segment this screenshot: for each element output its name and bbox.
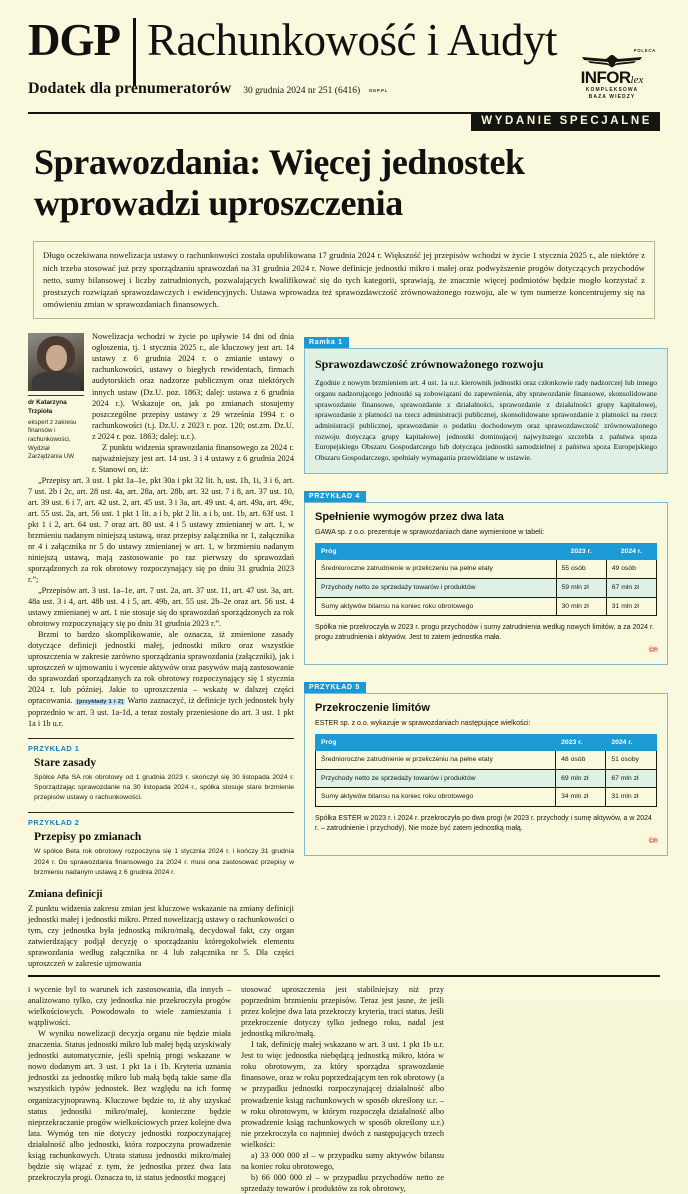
special-edition-badge: WYDANIE SPECJALNE	[471, 114, 660, 131]
infor-tagline-line2: BAZA WIEDZY	[588, 94, 636, 101]
author-name: dr Katarzyna Trzpioła	[28, 399, 67, 415]
table-cell: 31 mln zł	[606, 597, 656, 616]
dgp-brand-logo[interactable]: DGP	[28, 15, 120, 65]
left-column	[28, 331, 294, 969]
table-cell: 69 mln zł	[556, 769, 606, 788]
main-content-area	[28, 331, 660, 969]
bottom-column-2	[241, 984, 444, 1194]
masthead-bottom-rule-wrap	[28, 112, 660, 128]
table-cell: 67 mln zł	[606, 769, 657, 788]
paragraph: Nowelizacja wchodzi w życie po upływie 14 dni od dnia ogłoszenia, tj. 1 stycznia 2025 r., ale kluczowy jest art. 14 ustawy z 6 grudnia 2024 r. o zmianie ustawy o rachunkowości, ustawy o biegłych rewidentach, firmach audytorskich oraz nadzorze publicznym oraz niektórych innych ustaw (Dz.U. poz. 1863; dalej: ustawa z 6 grudnia 2024 r.). Wskazuje on, jak po zmianach stosujemy poszczególne przepisy ustawy z 29 września 1994 r. o rachunkowości (t.j. Dz.U. z 2023 r. poz. 120; ost.zm. Dz.U. z 2024 r. poz. 1863; dalej: u.r.).	[92, 332, 294, 441]
example-2-label: PRZYKŁAD 2	[28, 818, 80, 828]
paragraph: Z punktu widzenia sprawozdania finansowego za 2024 r. najważniejszy jest art. 14 ust. 3 i 4 ustawy z 6 grudnia 2024 r. Stanowi on, iż:	[92, 442, 294, 474]
paragraph: stosować uproszczenia jest stabilniejszy niż przy poprzednim brzmieniu przepisów. Teraz jest jasne, że jeśli przez kolejne dwa lata przekroczy kryteria, traci status. Jeśli przekroczenie dotyczy tylko jednego roku, nadal jest jednostką mikro/małą.	[241, 985, 444, 1039]
table-cell: 55 osób	[556, 560, 606, 579]
paragraph: „Przepisów art. 3 ust. 1a–1e, art. 7 ust. 2a, art. 37 ust. 11, art. 47 ust. 3a, art. 48a ust. 3 i 4, art. 48b ust. 4 i 5, art. 49b, art. 55 ust. 2b–2e oraz art. 56 ust. 4 ustawy zmienianej w art. 1 nie stosuje się do sprawozdań sporządzonych za rok obrotowy rozpoczynający się po dniu 31 grudnia 2023 r.”.	[28, 586, 294, 629]
ramka-1-title: Sprawozdawczość zrównoważonego rozwoju	[315, 357, 544, 372]
table-cell: 48 osób	[556, 751, 606, 770]
example-5-panel	[304, 676, 668, 856]
example-5-intro: ESTER sp. z o.o. wykazuje w sprawozdaniach następujące wielkości:	[315, 720, 531, 728]
bottom-section-rule	[28, 975, 660, 977]
copyright-mark: ©℗	[648, 838, 657, 846]
example-2-block	[28, 812, 294, 878]
infor-tagline-line1: KOMPLEKSOWA	[585, 87, 639, 93]
lead-paragraph: Długo oczekiwana nowelizacja ustawy o rachunkowości została opublikowana 17 grudnia 2024 r. Większość jej przepisów wchodzi w życie 1 stycznia 2025 r., ale niektóre z nich trzeba stosować już przy sporządzaniu sprawozdań na 31 grudnia 2024 r. Nowe definicje jednostki mikro i małej oraz podwyższenie progów dotyczących przychodów netto, sumy bilansowej i liczby zatrudnionych, pozwalających kwalifikować się do tych kategorii, sprawiają, że znacznie więcej podmiotów będzie mogło korzystać z prostszych rozwiązań sprawozdawczych i ewidencyjnych. Ustawa wprowadza też sprawozdawczość zrównoważonego rozwoju, ale w tym numerze koncentrujemy się na omówieniu zmian w sprawozdaniach finansowych.	[33, 241, 655, 319]
example-1-body: Spółce Alfa SA rok obrotowy od 1 grudnia 2023 r. skończył się 30 listopada 2024 r. Sporządzając sprawozdanie na 30 listopada 2024 r., spółka stosuje stare brzmienie przepisów ustawy o rachunkowości.	[34, 773, 294, 802]
paragraph	[28, 629, 294, 729]
table-header-cell: 2024 r.	[606, 735, 657, 751]
infor-word-lex: lex	[630, 74, 644, 86]
table-row	[316, 769, 657, 788]
issue-site-tag: DGP.PL	[369, 88, 388, 93]
table-cell: 49 osób	[606, 560, 656, 579]
copyright-mark: ©℗	[648, 647, 657, 655]
infor-recommends-label: POLECA	[633, 48, 656, 53]
paragraph: Z punktu widzenia zakresu zmian jest kluczowe wskazanie na zmiany definicji jednostki małej i jednostki mikro. Przed nowelizacją ustawy o rachunkowości o tym, czy jednostka była jednostką mikro/małą, decydował fakt, czy organ zatwierdzający podjął decyzję o sporządzaniu któregokolwiek elementu sprawozdania według załącznika nr 4 lub załącznika nr 5. Dla części uproszczeń w zakresie ujmowania	[28, 904, 294, 969]
table-cell: Sumy aktywów bilansu na koniec roku obrotowego	[316, 788, 556, 807]
paragraph: „Przepisy art. 3 ust. 1 pkt 1a–1e, pkt 30a i pkt 32 lit. h, ust. 1h, 1i, 3 i 6, art. 7 ust. 2b i 2c, art. 28 ust. 4a, art. 28a, art. 28b, art. 32 ust. 7 i 8, art. 37 ust. 10, art. 39 ust. 6 i 7, art. 42 ust. 2, art. 45 ust. 3 i 3a, art. 49 ust. 4, art. 49a, art. 49c, art. 55 ust. 2a, art. 56 ust. 1 pkt 1 lit. a i b, pkt 2 lit. a i b, ust. 1b, art. 63f ust. 1 pkt 1 i 2, art. 64 ust. 7 oraz art. 80 ust. 4 i 5 ustawy zmienianej w art. 1, w brzmieniu nadanym niniejszą ustawą, oraz przepisy załącznika nr 1, załącznika nr 4 i załącznika nr 5 do ustawy zmienianej w art. 1, w brzmieniu nadanym niniejszą ustawą, mają zastosowanie po raz pierwszy do sprawozdań sporządzonych za rok obrotowy rozpoczynający się po dniu 31 grudnia 2023 r.”;	[28, 475, 294, 585]
example-1-block	[28, 738, 294, 804]
example-5-box	[304, 693, 668, 856]
section-body-zmiana-definicji	[28, 903, 294, 969]
example-4-box	[304, 502, 668, 665]
author-divider	[28, 395, 84, 462]
example-4-table	[315, 543, 657, 616]
table-cell: Sumy aktywów bilansu na koniec roku obrotowego	[316, 597, 557, 616]
infor-logo-block[interactable]	[564, 48, 660, 102]
example-1-label: PRZYKŁAD 1	[28, 743, 80, 753]
author-avatar	[28, 333, 84, 391]
example-5-label: PRZYKŁAD 5	[304, 682, 366, 693]
table-cell: Średnioroczne zatrudnienie w przeliczeniu na pełne etaty	[316, 751, 556, 770]
bottom-column-1	[28, 984, 231, 1194]
table-cell: 51 osoby	[606, 751, 657, 770]
table-cell: 31 mln zł	[606, 788, 657, 807]
table-cell: Przychody netto ze sprzedaży towarów i produktów	[316, 769, 556, 788]
example-4-intro: GAWA sp. z o.o. prezentuje w sprawozdaniach dane wymienione w tabeli:	[315, 529, 545, 537]
subscriber-label: Dodatek dla prenumeratorów	[28, 80, 232, 97]
example-2-title: Przepisy po zmianach	[34, 831, 142, 844]
table-cell: 34 mln zł	[556, 788, 606, 807]
example-4-panel	[304, 485, 668, 665]
table-header-cell: Próg	[316, 544, 557, 560]
paragraph-text: Brzmi to bardzo skomplikowanie, ale oznacza, iż zmienione zasady dotyczące definicji jednostki małej, jednostki mikro oraz wszystkie uproszczenia w zakresie zarówno sporządzania sprawozdania (załączniki), jak i uproszczeń w ujmowaniu i wycenie aktywów oraz pasywów mają zastosowanie do sprawozdań sporządzanych za rok obrotowy rozpoczynający się 1 stycznia 2024 r. lub później. Jakie to uproszczenia – wskażę w dalszej części opracowania.	[28, 630, 294, 706]
paragraph: W wyniku nowelizacji decyzja organu nie będzie miała znaczenia. Status jednostki mikro lub małej będą uzyskiwały jednostki automatycznie, jeśli spełnią progi wskazane w nowo dodanym art. 3 ust. 1 pkt 1a i 1b. Kryteria uznania jednostki za jednostkę mikro lub małą będą takie same dla wszystkich typów jednostek. Bez względu na ich formę organizacyjnoprawną. Kluczowe będzie to, iż aby uzyskać status jednostki mikro/małej, konieczne będzie nieprzekraczanie progów wielkościowych przez kolejne dwa lata. Wymóg ten nie dotyczy jednostki rozpoczynającej działalność albo jednostki, która rozpoczyna prowadzenie ksiąg rachunkowych. Utrata statusu jednostki mikro/małej będzie się wiązać z tym, że jednostka przez dwa lata przekroczyła progi. Oznacza to, iż status jednostki mogącej	[28, 1029, 231, 1182]
example-4-title: Spełnienie wymogów przez dwa lata	[315, 511, 504, 524]
infor-tagline	[564, 87, 660, 102]
example-5-table	[315, 734, 657, 807]
example-2-body: W spółce Beta rok obrotowy rozpoczyna się 1 stycznia 2024 r. i kończy 31 grudnia 2024 r. Do sprawozdania finansowego za 2024 r. musi ona zastosować przepisy w brzmieniu nadanym ustawą z 6 grudnia 2024 r.	[34, 848, 294, 876]
table-cell: 30 mln zł	[556, 597, 606, 616]
table-header-cell: 2023 r.	[556, 735, 606, 751]
paragraph-text-after-ref: Warto zaznaczyć, iż definicje tych jednostek były poprzednio w art. 3 ust. 1a-1d, a teraz zostały przeniesione do art. 3 ust. 1 pkt 1a i 1b u.r.	[28, 696, 294, 728]
supplement-title: Rachunkowość i Audyt	[147, 15, 557, 65]
table-cell: 59 mln zł	[556, 579, 606, 598]
masthead-subline	[28, 80, 388, 98]
ramka-1-box	[304, 348, 668, 474]
ramka-1-body: Zgodnie z nowym brzmieniem art. 4 ust. 1a u.r. kierownik jednostki oraz członkowie rady nadzorczej lub innego organu nadzorującego jednostki są zobowiązani do zapewnienia, aby sprawozdanie finansowe, skonsolidowane sprawozdanie finansowe, sprawozdanie z działalności, sprawozdanie z działalności grupy kapitałowej, sprawozdanie z płatności na rzecz administracji publicznej, skonsolidowane sprawozdanie z płatności na rzecz administracji publicznej, sprawozdanie o podatku dochodowym oraz sprawozdawczość zrównoważonego rozwoju dotycząca grupy kapitałowej jednostki dominującej najwyższego szczebla z państwa spoza Europejskiego Obszaru Gospodarczego lub dotycząca jednostki samodzielnej z państwa spoza Europejskiego Obszaru Gospodarczego, spełniały wymagania przewidziane w ustawie.	[315, 378, 657, 462]
infor-wordmark	[564, 69, 660, 86]
example-4-label: PRZYKŁAD 4	[304, 491, 366, 502]
table-header-cell: 2023 r.	[556, 544, 606, 560]
table-cell: 67 mln zł	[606, 579, 656, 598]
ramka-1-panel	[304, 331, 668, 474]
right-column	[304, 331, 668, 969]
table-cell: Przychody netto ze sprzedaży towarów i produktów	[316, 579, 557, 598]
paragraph: a) 33 000 000 zł – w przypadku sumy aktywów bilansu na koniec roku obrotowego,	[241, 1150, 444, 1171]
table-row	[316, 579, 657, 598]
table-row	[316, 788, 657, 807]
table-row	[316, 751, 657, 770]
table-row	[316, 597, 657, 616]
example-5-title: Przekroczenie limitów	[315, 702, 430, 715]
masthead-divider	[133, 18, 136, 86]
paragraph: b) 66 000 000 zł – w przypadku przychodów netto ze sprzedaży towarów i produktów za rok obrotowy,	[241, 1172, 444, 1193]
author-description: ekspert z zakresu finansów i rachunkowości, Wydział Zarządzania UW	[28, 418, 77, 461]
section-heading-zmiana-definicji: Zmiana definicji	[28, 889, 103, 901]
avatar-body-shape	[32, 371, 80, 391]
table-header-row	[316, 735, 657, 751]
issue-line: 30 grudnia 2024 nr 251 (6416)	[243, 86, 361, 96]
table-row	[316, 560, 657, 579]
bottom-columns	[28, 984, 660, 1194]
table-header-cell: Próg	[316, 735, 556, 751]
page-title: Sprawozdania: Więcej jednostek wprowadzi uproszczenia	[34, 142, 525, 223]
paragraph: i wycenie byl to warunek ich zastosowania, dla innych – analizowano tylko, czy jednostka nie przekroczyła progów wielkościowych. Powodowało to wiele zamieszania i wątpliwości.	[28, 985, 231, 1028]
ramka-1-label: Ramka 1	[304, 337, 349, 348]
table-header-cell: 2024 r.	[606, 544, 656, 560]
infor-eagle-icon	[564, 54, 660, 68]
table-cell: Średnioroczne zatrudnienie w przeliczeniu na pełne etaty	[316, 560, 557, 579]
infor-word-main: INFOR	[580, 68, 631, 87]
table-header-row	[316, 544, 657, 560]
example-1-title: Stare zasady	[34, 756, 97, 769]
paragraph: I tak, definicję małej wskazano w art. 3 ust. 1 pkt 1b u.r. Jest to więc jednostka niebędącą jednostką mikro, która w roku obrotowym, za który sporządza sprawozdanie finansowe, oraz w roku poprzedzającym ten rok obrotowy (a w przypadku jednostki rozpoczynającej działalność albo prowadzenie ksiąg rachunkowych w sposób określony u.r. – w roku obrotowym, w którym rozpoczęła działalność albo prowadzenie ksiąg rachunkowych w sposób określony u.r.) nie przekroczyła co najmniej dwóch z następujących trzech wielkości:	[241, 1040, 444, 1149]
masthead	[28, 0, 660, 112]
author-block	[28, 333, 84, 462]
example-reference-tag[interactable]: [przykłady 1 i 2]	[76, 699, 124, 706]
example-5-note: Spółka ESTER w 2023 r. i 2024 r. przekroczyła po dwa progi (w 2023 r. przychody i sumę aktywów, a w 2024 r. – zatrudnienie i przychody). Nie może być zatem jednostką małą.	[315, 814, 652, 832]
example-4-note: Spółka nie przekroczyła w 2023 r. progu przychodów i sumy zatrudnienia według nowych limitów, a za 2024 r. progu zatrudnienia i aktywów. Jest to zatem jednostka mała.	[315, 624, 654, 642]
